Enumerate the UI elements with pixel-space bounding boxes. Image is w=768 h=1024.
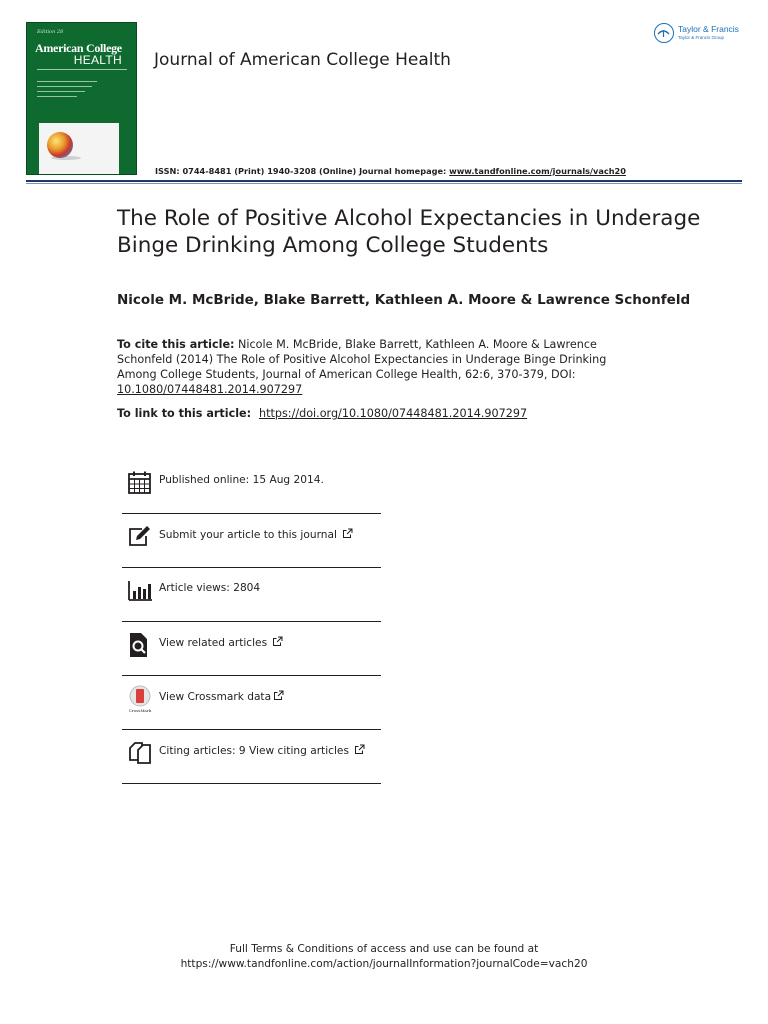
citation-doi-link[interactable]: 10.1080/07448481.2014.907297 bbox=[117, 383, 303, 396]
footer-terms bbox=[0, 942, 768, 972]
publisher-subname: Taylor & Francis Group bbox=[678, 35, 725, 40]
citation-block bbox=[117, 337, 637, 397]
crossmark-link[interactable] bbox=[159, 690, 284, 703]
submit-article-link[interactable] bbox=[159, 528, 353, 541]
article-info-list bbox=[122, 460, 381, 784]
article-title: The Role of Positive Alcohol Expectancies in Underage Binge Drinking Among College Students bbox=[117, 206, 701, 258]
citing-articles-icon bbox=[127, 740, 153, 766]
cover-title-line2: HEALTH bbox=[73, 53, 122, 67]
cover-text-line bbox=[37, 81, 97, 82]
article-views: Article views: 2804 bbox=[159, 582, 261, 594]
published-date: Published online: 15 Aug 2014. bbox=[159, 474, 324, 486]
article-link-block bbox=[117, 406, 527, 421]
crossmark-label: View Crossmark data bbox=[159, 691, 272, 703]
cover-edition: Edition 28 bbox=[37, 29, 64, 35]
issn-line bbox=[155, 166, 626, 176]
external-link-icon bbox=[272, 636, 283, 647]
citing-articles-link[interactable] bbox=[159, 744, 365, 757]
edit-icon bbox=[127, 524, 153, 550]
header-divider-thin bbox=[26, 183, 742, 184]
article-authors: Nicole M. McBride, Blake Barrett, Kathleen A. Moore & Lawrence Schonfeld bbox=[117, 292, 691, 308]
submit-article-label: Submit your article to this journal bbox=[159, 529, 337, 541]
bar-chart-icon bbox=[127, 578, 153, 604]
article-link-label: To link to this article: bbox=[117, 407, 255, 420]
article-doi-url[interactable]: https://doi.org/10.1080/07448481.2014.907297 bbox=[259, 407, 528, 420]
publisher-name: Taylor & Francis bbox=[678, 24, 739, 34]
header-divider bbox=[26, 180, 742, 182]
external-link-icon bbox=[354, 744, 365, 755]
publisher-logo-icon bbox=[654, 23, 674, 43]
document-search-icon bbox=[127, 632, 153, 658]
publisher-logo[interactable] bbox=[654, 22, 750, 48]
crossmark-icon bbox=[127, 685, 153, 713]
cover-text-line bbox=[37, 91, 85, 92]
citation-text: Nicole M. McBride, Blake Barrett, Kathleen A. Moore & Lawrence Schonfeld (2014) The Role of Positive Alcohol Expectancies in Underage Binge Drinking Among College Students, Journal of American College Health, 62:6, 370-379, DOI: bbox=[117, 338, 607, 381]
cover-title-line1: American College bbox=[35, 41, 122, 55]
journal-homepage-link[interactable]: www.tandfonline.com/journals/vach20 bbox=[449, 166, 626, 176]
journal-title: Journal of American College Health bbox=[154, 50, 451, 70]
citing-articles-label: Citing articles: 9 View citing articles bbox=[159, 745, 349, 757]
crossmark-icon-label: CrossMark bbox=[128, 708, 152, 713]
citation-label: To cite this article: bbox=[117, 338, 235, 351]
list-item-submit[interactable] bbox=[122, 514, 381, 568]
list-item-views bbox=[122, 568, 381, 622]
external-link-icon bbox=[273, 690, 284, 701]
cover-text-line bbox=[37, 86, 92, 87]
external-link-icon bbox=[342, 528, 353, 539]
list-item-published bbox=[122, 460, 381, 514]
cover-apple-icon bbox=[47, 132, 73, 158]
related-articles-label: View related articles bbox=[159, 637, 268, 649]
issn-text: ISSN: 0744-8481 (Print) 1940-3208 (Online) Journal homepage: bbox=[155, 166, 450, 176]
journal-cover-image bbox=[26, 22, 137, 175]
cover-rule bbox=[37, 69, 127, 70]
related-articles-link[interactable] bbox=[159, 636, 283, 649]
footer-line-1: Full Terms & Conditions of access and use can be found at bbox=[229, 943, 539, 955]
footer-terms-url[interactable]: https://www.tandfonline.com/action/journalInformation?journalCode=vach20 bbox=[180, 958, 588, 970]
calendar-icon bbox=[127, 470, 153, 496]
list-item-citing[interactable] bbox=[122, 730, 381, 784]
list-item-related[interactable] bbox=[122, 622, 381, 676]
cover-text-line bbox=[37, 96, 77, 97]
list-item-crossmark[interactable] bbox=[122, 676, 381, 730]
